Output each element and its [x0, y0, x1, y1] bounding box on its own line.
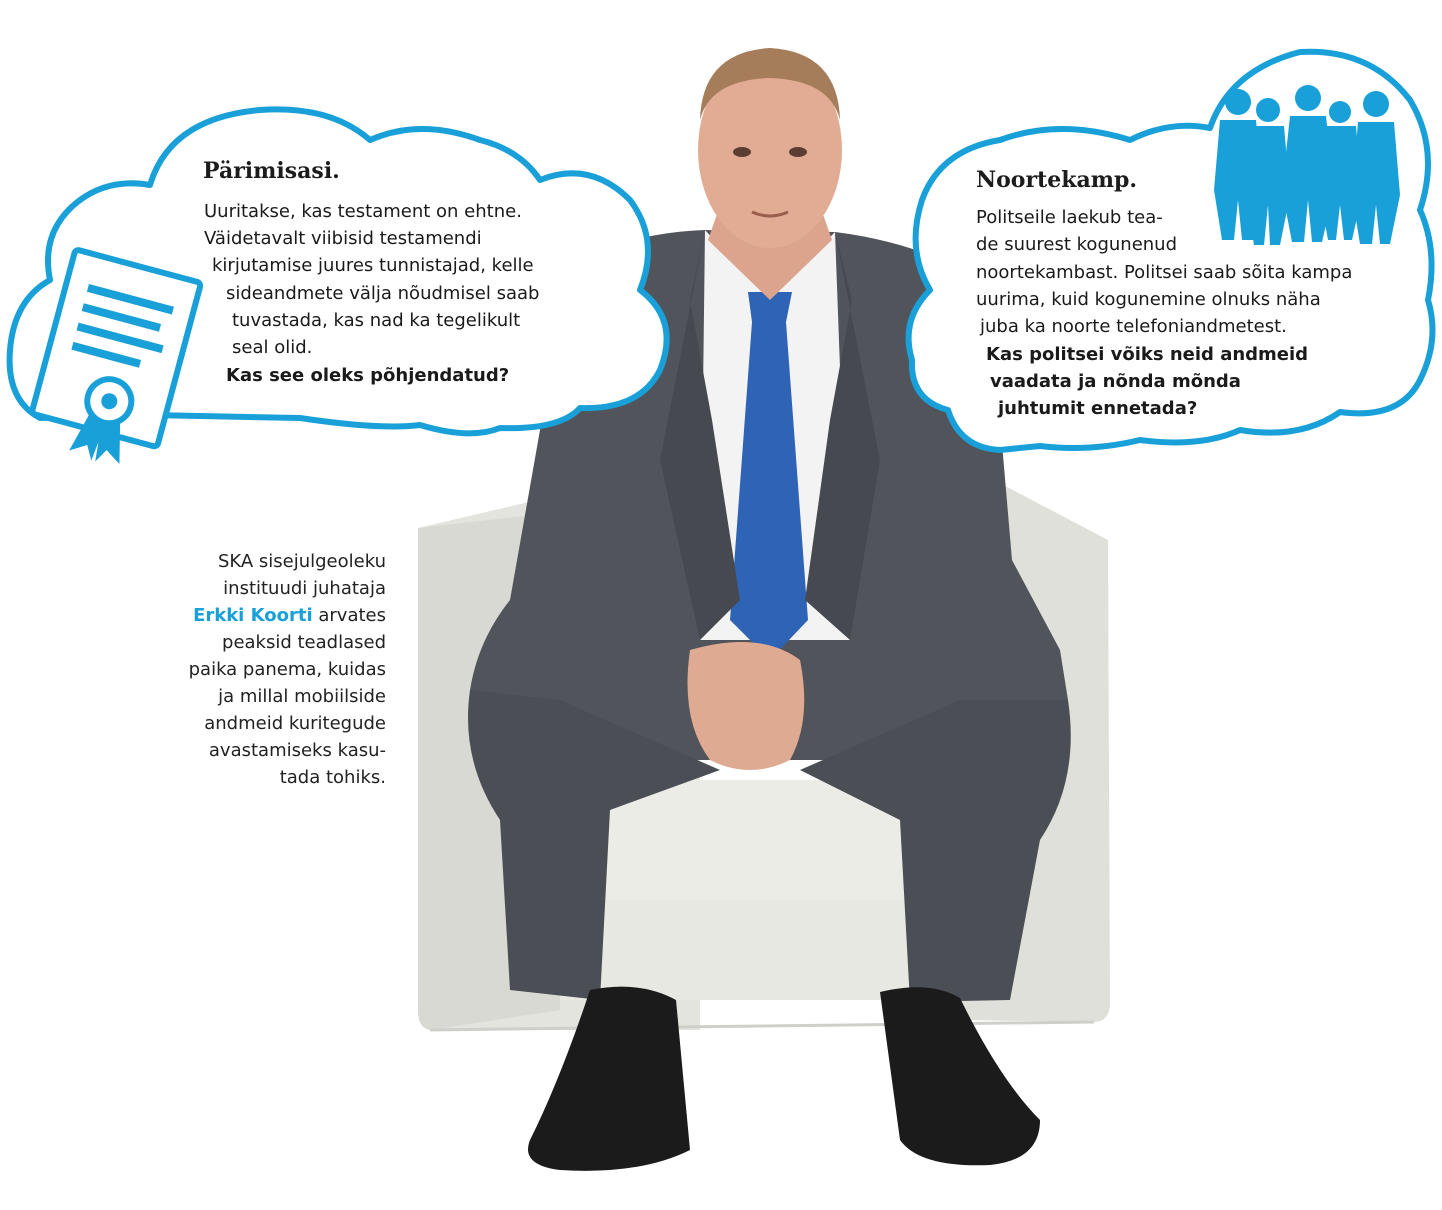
caption-line: andmeid kuritegude [204, 713, 386, 734]
left-cloud-line: tuvastada, kas nad ka tegelikult [232, 310, 521, 331]
left-cloud-line: Väidetavalt viibisid testamendi [204, 228, 482, 249]
person-name: Erkki Koorti [193, 605, 313, 626]
caption-line: avastamiseks kasu- [208, 740, 386, 761]
caption-line: paika panema, kuidas [188, 659, 386, 680]
left-cloud-line: Uuritakse, kas testament on ehtne. [204, 201, 522, 222]
left-cloud-line: sideandmete välja nõudmisel saab [226, 283, 540, 304]
caption-line-with-name [146, 602, 386, 629]
right-cloud-question: Kas politsei võiks neid andmeid [986, 344, 1309, 365]
right-cloud-line: noortekambast. Politsei saab sõita kampa [976, 262, 1353, 283]
photo-caption [146, 548, 386, 791]
caption-text: arvates [312, 605, 386, 626]
right-cloud-question: vaadata ja nõnda mõnda [990, 371, 1241, 392]
right-cloud-line: Politseile laekub tea- [976, 207, 1163, 228]
right-cloud-line: uurima, kuid kogunemine olnuks näha [976, 289, 1321, 310]
left-cloud-title: Pärimisasi. [203, 158, 340, 184]
left-cloud-line: seal olid. [232, 337, 313, 358]
right-cloud-title: Noortekamp. [976, 167, 1138, 193]
caption-line: peaksid teadlased [222, 632, 386, 653]
right-cloud-line: juba ka noorte telefoniandmetest. [980, 316, 1287, 337]
caption-line: tada tohiks. [279, 767, 386, 788]
left-cloud-line: kirjutamise juures tunnistajad, kelle [212, 255, 534, 276]
right-cloud-question: juhtumit ennetada? [998, 398, 1198, 419]
right-cloud-line: de suurest kogunenud [976, 234, 1178, 255]
left-cloud-question: Kas see oleks põhjendatud? [226, 365, 510, 386]
caption-line: SKA sisejulgeoleku [217, 551, 386, 572]
caption-line: ja millal mobiilside [218, 686, 386, 707]
caption-line: instituudi juhataja [223, 578, 386, 599]
